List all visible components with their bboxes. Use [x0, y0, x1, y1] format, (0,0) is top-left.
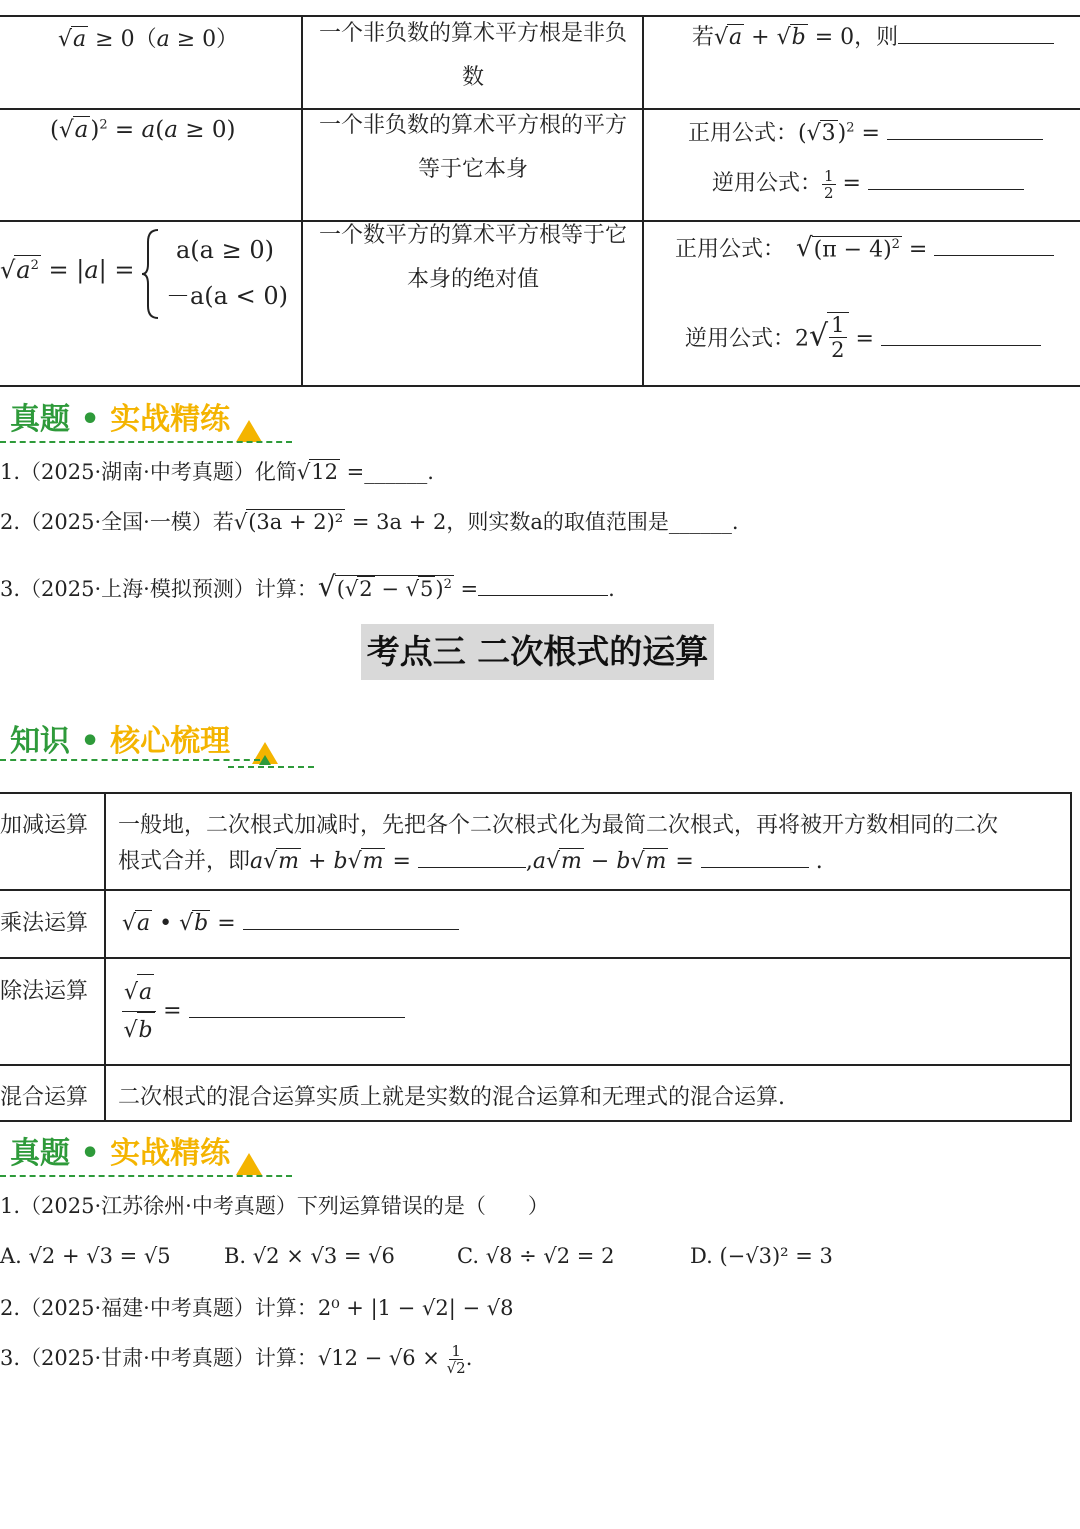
desc-row1: 一个非负数的算术平方根是非负数 [318, 21, 627, 90]
formula-nonnegative: √a ≥ 0（a ≥ 0） [58, 27, 239, 52]
forward-formula-row3: 正用公式： $√(\pi - 4)^2$ = [675, 232, 1054, 263]
option-b[interactable]: B. √2 × √3 = √6 [224, 1244, 395, 1268]
label-divide: 除法运算 [0, 979, 89, 1004]
label-multiply: 乘法运算 [0, 911, 89, 936]
divider [228, 766, 314, 768]
formula-square-of-root: $(√a)^2 = a(a \ge 0)$ [50, 117, 236, 143]
answer-blank[interactable] [418, 867, 526, 868]
desc-row3: 一个数平方的算术平方根等于它本身的绝对值 [318, 223, 627, 292]
divider [0, 1175, 292, 1177]
table-border [104, 792, 106, 1121]
divider [0, 441, 292, 443]
mixed-content: 二次根式的混合运算实质上就是实数的混合运算和无理式的混合运算. [118, 1085, 785, 1110]
answer-blank[interactable] [881, 345, 1041, 346]
formula-abs-left: $√a^2 = |a|$ = [0, 256, 135, 284]
answer-blank[interactable] [701, 867, 809, 868]
answer-blank[interactable] [243, 929, 459, 930]
multiply-formula: √a • √b = [122, 910, 459, 936]
section-header-practice-2: 真题 • 实战精练 [10, 1136, 231, 1171]
table-border [0, 889, 1072, 891]
reverse-formula-row2: 逆用公式： $\frac{1}{2}$ = [712, 166, 1024, 201]
forward-formula-row2: 正用公式：$(√3)^2$ = [688, 116, 1043, 147]
practice2-question-3: 3.（2025·甘肃·中考真题）计算：√12 − √6 × $\frac{1}{√2}$ . [0, 1342, 473, 1377]
label-mixed: 混合运算 [0, 1085, 89, 1110]
add-sub-line1: 一般地，二次根式加减时，先把各个二次根式化为最简二次根式，再将被开方数相同的二次 [118, 813, 999, 838]
answer-blank[interactable] [887, 139, 1043, 140]
answer-blank[interactable] [189, 1017, 405, 1018]
practice1-question-1: 1.（2025·湖南·中考真题）化简√12 =______. [0, 460, 434, 484]
practice1-question-3: 3.（2025·上海·模拟预测）计算：$√(√2 - √5)^2$ = . [0, 570, 615, 603]
table-border [642, 15, 644, 386]
table-border [1070, 792, 1072, 1121]
triangle-icon [236, 1153, 262, 1175]
case-negative: －a(a < 0) [166, 282, 288, 310]
desc-row2: 一个非负数的算术平方根的平方等于它本身 [318, 113, 627, 182]
section-header-knowledge: 知识 • 核心梳理 [10, 724, 231, 759]
answer-blank[interactable] [478, 595, 608, 596]
section-header-practice: 真题 • 实战精练 [10, 402, 231, 437]
case-nonnegative: a(a ≥ 0) [176, 236, 274, 264]
option-a[interactable]: A. √2 + √3 = √5 [0, 1244, 171, 1268]
practice1-question-2: 2.（2025·全国·一模）若√(3a + 2)² = 3a + 2，则实数a的取值范围是______. [0, 510, 739, 534]
triangle-icon [236, 420, 262, 442]
table-border [301, 15, 303, 386]
option-c[interactable]: C. √8 ÷ √2 = 2 [457, 1244, 615, 1268]
table-border [0, 957, 1072, 959]
brace-icon [140, 228, 162, 320]
triangle-icon [259, 755, 271, 765]
option-d[interactable]: D. (−√3)² = 3 [690, 1244, 833, 1268]
table-border [0, 792, 1072, 794]
topic-title: 考点三 二次根式的运算 [361, 624, 714, 680]
example-row1: 若√a + √b = 0，则 [692, 20, 1054, 51]
divide-formula: $\frac{√a}{√b}$ = [122, 974, 405, 1049]
answer-blank[interactable] [934, 255, 1054, 256]
practice2-question-2: 2.（2025·福建·中考真题）计算：2⁰ + |1 − √2| − √8 [0, 1296, 514, 1320]
table-border [0, 1064, 1072, 1066]
reverse-formula-row3: 逆用公式：2√ $\frac{1}{2}$ = [685, 312, 1041, 362]
practice2-question-1: 1.（2025·江苏徐州·中考真题）下列运算错误的是（ ） [0, 1194, 549, 1218]
table-border [0, 385, 1080, 387]
table-border [0, 1120, 1072, 1122]
divider [0, 759, 260, 761]
answer-blank[interactable] [898, 43, 1054, 44]
label-add-sub: 加减运算 [0, 813, 89, 838]
answer-blank[interactable] [868, 189, 1024, 190]
add-sub-line2: 根式合并，即a√m + b√m = ,a√m − b√m = . [118, 849, 823, 874]
